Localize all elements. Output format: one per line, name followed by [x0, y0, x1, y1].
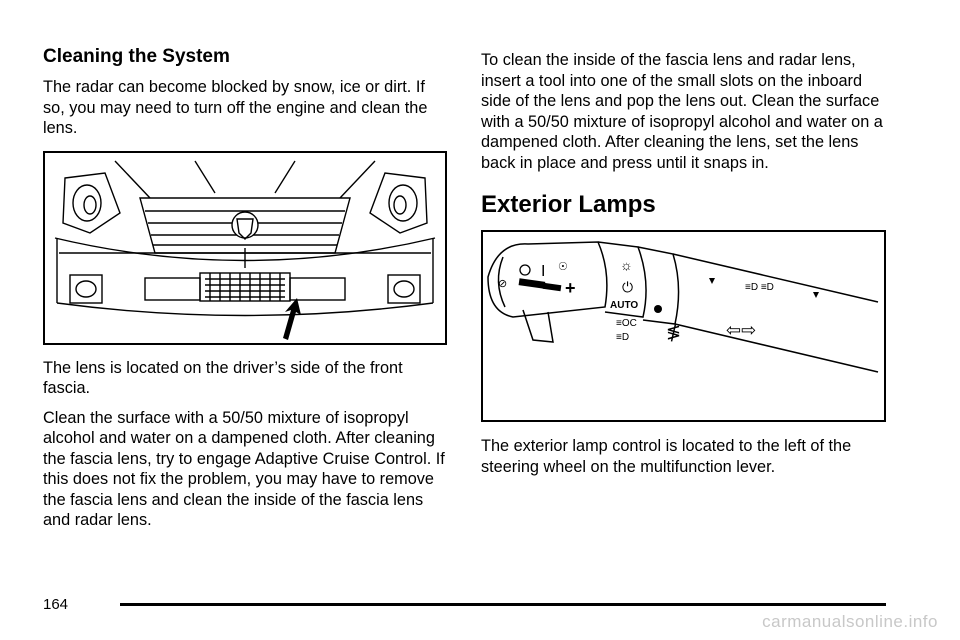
- svg-text:☼: ☼: [620, 257, 633, 273]
- paragraph-inside-cleaning: To clean the inside of the fascia lens and radar lens, insert a tool into one of the small slots on the inboard side of the lens and pop the lens out. Clean the surface with a 50/50 mixture of isopropyl alcohol and water on a dampened cloth. After cleaning the lens, set the lens back in place and press until it snaps in.: [481, 51, 883, 172]
- svg-text:⊘: ⊘: [498, 278, 508, 290]
- front-fascia-illustration: [43, 151, 447, 345]
- svg-text:I: I: [541, 263, 546, 280]
- auto-label: AUTO: [610, 300, 639, 311]
- section-subheading: Cleaning the System: [43, 46, 230, 67]
- paragraph-lamp-control-location: The exterior lamp control is located to the left of the steering wheel on the multifunction lever.: [481, 437, 852, 476]
- lamp-lever-illustration: [481, 230, 886, 422]
- svg-text:⇦⇨: ⇦⇨: [726, 320, 757, 340]
- svg-text:≡OC: ≡OC: [616, 318, 637, 329]
- svg-text:≸: ≸: [666, 322, 682, 342]
- footer-rule: [120, 603, 886, 606]
- svg-text:⏻: ⏻: [622, 279, 634, 295]
- paragraph-lens-location: The lens is located on the driver’s side of the front fascia.: [43, 358, 403, 397]
- car-front-drawing: [45, 153, 445, 343]
- right-column: [481, 50, 886, 486]
- paragraph-cleaning-instructions: Clean the surface with a 50/50 mixture of isopropyl alcohol and water on a dampened cloth. After cleaning the fascia lens, try to engage Adaptive Cruise Control. If this does not fix the problem, you may have to remove the fascia lens and clean the inside of the fascia lens and radar lens.: [43, 408, 445, 529]
- left-column: [43, 46, 448, 540]
- watermark: carmanualsonline.info: [762, 612, 938, 631]
- svg-text:+: +: [565, 278, 576, 298]
- paragraph-radar-blocked: The radar can become blocked by snow, ice or dirt. If so, you may need to turn off the engine and clean the lens.: [43, 78, 428, 137]
- svg-text:☉: ☉: [558, 261, 568, 273]
- svg-text:≡D ≡D: ≡D ≡D: [745, 282, 774, 293]
- multifunction-lever-drawing: [483, 232, 884, 420]
- svg-text:≡D: ≡D: [616, 332, 630, 343]
- page-number: 164: [43, 596, 69, 613]
- section-heading: Exterior Lamps: [481, 191, 656, 218]
